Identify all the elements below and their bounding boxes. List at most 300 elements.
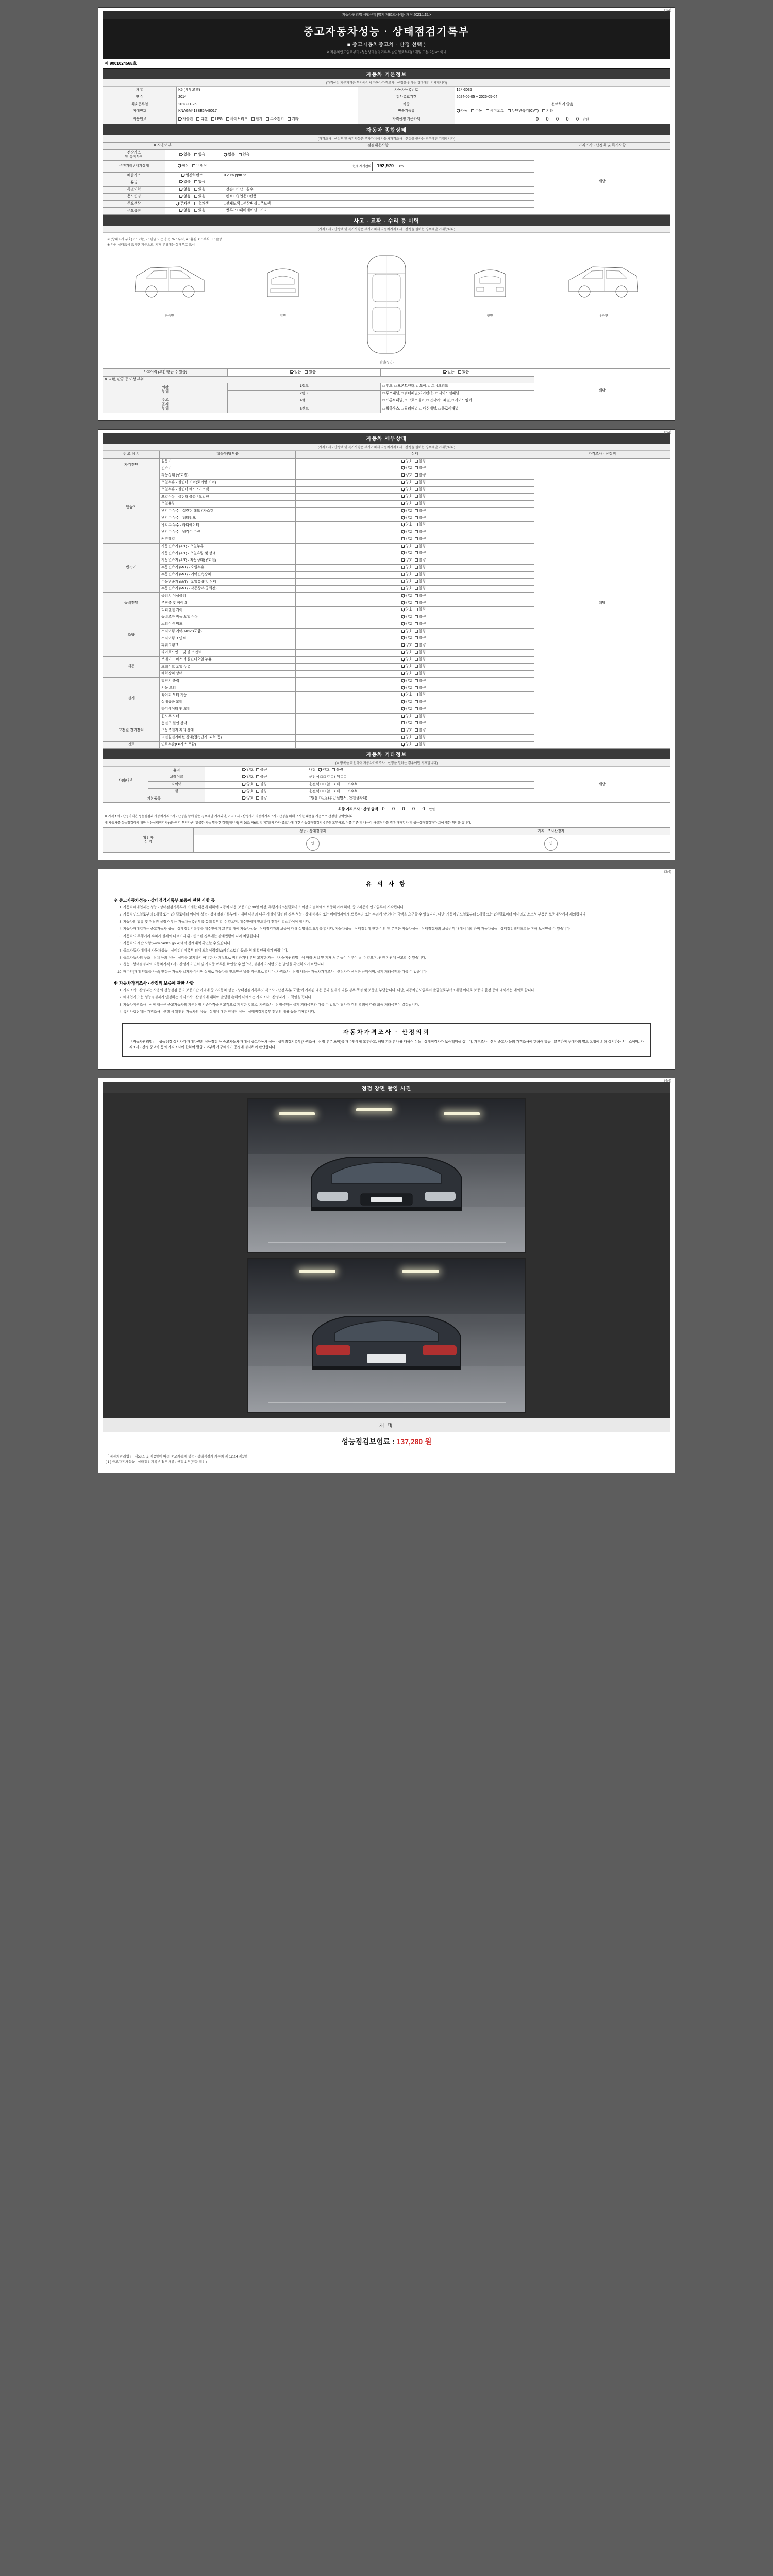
checkbox-icon[interactable]: [401, 715, 405, 718]
option-bad[interactable]: 불량: [415, 495, 426, 499]
option-bad[interactable]: 불량: [415, 728, 426, 733]
car-front-photo-icon: [299, 1144, 474, 1216]
checkbox-icon[interactable]: [401, 460, 405, 463]
option-good[interactable]: 양호: [401, 523, 413, 528]
option-tuning-exist[interactable]: 있음: [194, 180, 206, 185]
checkbox-icon[interactable]: [266, 117, 269, 121]
option-bad[interactable]: 불량: [415, 630, 426, 634]
checkbox-icon[interactable]: [251, 117, 255, 121]
notice-item: 2. 매매업자 또는 성능점검자가 인정하는 가격조사 · 산정자에 대하여 발생한 손해에 대해서는 가격조사 · 산정자가 그 책임을 집니다.: [123, 995, 661, 1001]
checkbox-icon[interactable]: [242, 783, 245, 786]
checkbox-icon[interactable]: [401, 686, 405, 689]
option-fuel-lpg[interactable]: LPG: [211, 117, 223, 122]
checkbox-icon[interactable]: [178, 117, 181, 121]
checkbox-icon[interactable]: [256, 783, 259, 786]
option-good[interactable]: 양호: [242, 783, 254, 787]
checkbox-icon[interactable]: [401, 672, 405, 675]
option-fuel-etc[interactable]: 기타: [288, 117, 299, 122]
option-good[interactable]: 양호: [401, 700, 413, 705]
option-bad[interactable]: 불량: [415, 594, 426, 599]
option-good[interactable]: 양호: [401, 743, 413, 748]
item-label: 수동변속기 (M/T) - 오일유량 및 상태: [160, 579, 296, 586]
checkbox-icon[interactable]: [194, 195, 197, 198]
signature-stamp-1[interactable]: [194, 835, 432, 853]
checkbox-icon[interactable]: [415, 601, 418, 604]
option-fuel-diesel[interactable]: 디젤: [196, 117, 208, 122]
checkbox-icon[interactable]: [401, 630, 405, 633]
item-label: 실내송풍 모터: [160, 699, 296, 706]
option-good[interactable]: 양호: [401, 551, 413, 556]
option-bad[interactable]: 불량: [415, 558, 426, 563]
option-bad[interactable]: 불량: [415, 460, 426, 464]
checkbox-icon[interactable]: [178, 164, 181, 167]
option-bad[interactable]: 불량: [415, 516, 426, 521]
checkbox-icon[interactable]: [415, 679, 418, 682]
option-none-2[interactable]: 없음: [224, 153, 235, 158]
checkbox-icon[interactable]: [401, 545, 405, 548]
item-label: 스티어링 펌프: [160, 621, 296, 628]
checkbox-icon[interactable]: [401, 481, 405, 484]
option-bad[interactable]: 불량: [415, 700, 426, 705]
item-label: 충전구 절연 상태: [160, 720, 296, 727]
checkbox-icon[interactable]: [415, 651, 418, 654]
option-fuel-gasoline[interactable]: 가솔린: [178, 117, 193, 122]
checkbox-icon[interactable]: [194, 180, 197, 183]
checkbox-icon[interactable]: [415, 473, 418, 477]
checkbox-icon[interactable]: [242, 796, 245, 800]
checkbox-icon[interactable]: [332, 768, 335, 771]
left-side-view-icon: [131, 250, 208, 312]
option-fuel-hydrogen[interactable]: 수소전기: [266, 117, 284, 122]
checkbox-icon[interactable]: [415, 715, 418, 718]
option-special-none[interactable]: 없음: [179, 188, 191, 192]
option-transmission-manual[interactable]: 수동: [471, 109, 482, 114]
option-good[interactable]: 양호: [401, 566, 413, 570]
checkbox-icon[interactable]: [401, 466, 405, 469]
option-opt-none[interactable]: 없음: [179, 209, 191, 213]
checkbox-icon[interactable]: [242, 768, 245, 771]
checkbox-icon[interactable]: [415, 481, 418, 484]
checkbox-icon[interactable]: [401, 587, 405, 590]
checkbox-icon[interactable]: [401, 736, 405, 739]
checkbox-icon[interactable]: [401, 594, 405, 597]
state-cell: [296, 458, 534, 465]
state-cell: [296, 699, 534, 706]
option-good[interactable]: 양호: [401, 679, 413, 684]
state-cell: [296, 486, 534, 494]
checkbox-icon[interactable]: [401, 615, 405, 618]
checkbox-icon[interactable]: [256, 790, 259, 793]
option-bad[interactable]: 불량: [415, 721, 426, 726]
option-bad-2[interactable]: 불량: [332, 768, 343, 773]
option-bad[interactable]: 불량: [415, 672, 426, 676]
table-row: [103, 814, 670, 820]
option-bad[interactable]: 불량: [415, 566, 426, 570]
checkbox-icon[interactable]: [415, 700, 418, 703]
option-transmission-semi[interactable]: 세미오토: [486, 109, 504, 114]
checkbox-icon[interactable]: [192, 164, 195, 167]
checkbox-icon[interactable]: [288, 117, 291, 121]
option-bad[interactable]: 불량: [415, 679, 426, 684]
checkbox-icon[interactable]: [415, 523, 418, 526]
rank-1: 1랭크: [228, 383, 381, 390]
checkbox-icon[interactable]: [415, 516, 418, 519]
option-bad[interactable]: 불량: [415, 488, 426, 493]
checkbox-icon[interactable]: [415, 630, 418, 633]
checkbox-icon[interactable]: [401, 728, 405, 732]
option-fuel-hybrid[interactable]: 하이브리드: [226, 117, 248, 122]
option-color-chromatic[interactable]: 유채색: [194, 202, 209, 207]
option-bad[interactable]: 불량: [415, 466, 426, 471]
checkbox-icon[interactable]: [401, 643, 405, 647]
checkbox-icon[interactable]: [415, 558, 418, 562]
option-bad[interactable]: 불량: [415, 686, 426, 691]
checkbox-icon[interactable]: [194, 153, 197, 156]
checkbox-icon[interactable]: [401, 516, 405, 519]
checkbox-icon[interactable]: [176, 202, 179, 205]
state-cell: [296, 713, 534, 720]
checkbox-icon[interactable]: [457, 109, 460, 112]
option-good[interactable]: 양호: [401, 636, 413, 641]
option-bad[interactable]: 불량: [256, 783, 267, 787]
checkbox-icon[interactable]: [179, 209, 182, 212]
option-good[interactable]: 양호: [401, 573, 413, 578]
item-label: 오일누유 - 실린더 헤드 / 가스켓: [160, 486, 296, 494]
checkbox-icon[interactable]: [415, 636, 418, 639]
checkbox-icon[interactable]: [458, 370, 461, 374]
option-bad[interactable]: 불량: [415, 530, 426, 535]
option-bad[interactable]: 불량: [415, 693, 426, 698]
checkbox-icon[interactable]: [415, 537, 418, 540]
checkbox-icon[interactable]: [401, 573, 405, 576]
row-label-usage-change: 용도변경: [103, 193, 165, 200]
option-bad[interactable]: 불량: [256, 796, 267, 801]
checkbox-icon[interactable]: [401, 665, 405, 668]
option-good[interactable]: 양호: [401, 686, 413, 691]
checkbox-icon[interactable]: [401, 537, 405, 540]
row-label-color: 주요색상: [103, 200, 165, 208]
page-tag-3: (3/4): [664, 870, 671, 874]
checkbox-icon[interactable]: [401, 658, 405, 661]
checkbox-icon[interactable]: [179, 153, 182, 156]
checkbox-icon[interactable]: [401, 743, 405, 746]
checkbox-icon[interactable]: [401, 473, 405, 477]
option-transmission-etc[interactable]: 기타: [542, 109, 553, 114]
checkbox-icon[interactable]: [256, 768, 259, 771]
checkbox-icon[interactable]: [401, 509, 405, 512]
checkbox-icon[interactable]: [242, 790, 245, 793]
state-cell: [296, 621, 534, 628]
option-good[interactable]: 양호: [401, 622, 413, 627]
option-good[interactable]: 양호: [401, 488, 413, 493]
option-opt-exist[interactable]: 있음: [194, 209, 206, 213]
page-tag-4: (4/4): [664, 1079, 671, 1083]
checkbox-icon[interactable]: [401, 608, 405, 611]
option-bad[interactable]: 불량: [415, 643, 426, 648]
option-transmission-cvt[interactable]: 무단변속기(CVT): [508, 109, 539, 114]
option-good[interactable]: 양호: [401, 473, 413, 478]
row-inner-usage-change: [165, 193, 222, 200]
checkbox-icon[interactable]: [415, 721, 418, 724]
option-bad[interactable]: 불량: [415, 551, 426, 556]
option-bad[interactable]: 불량: [256, 775, 267, 780]
option-bad[interactable]: 불량: [415, 658, 426, 663]
others-note-cell: 해당: [534, 767, 670, 803]
checkbox-icon[interactable]: [415, 587, 418, 590]
option-good[interactable]: 양호: [401, 608, 413, 613]
checkbox-icon[interactable]: [401, 523, 405, 526]
checkbox-icon[interactable]: [401, 601, 405, 604]
option-bad[interactable]: 불량: [415, 608, 426, 613]
table-row: [103, 108, 670, 115]
option-good[interactable]: 양호: [401, 707, 413, 712]
option-bad[interactable]: 불량: [415, 651, 426, 655]
checkbox-icon[interactable]: [401, 651, 405, 654]
option-bad[interactable]: 불량: [415, 665, 426, 669]
checkbox-icon[interactable]: [415, 573, 418, 576]
checkbox-icon[interactable]: [415, 693, 418, 696]
checkbox-icon[interactable]: [401, 721, 405, 724]
checkbox-icon[interactable]: [196, 117, 199, 121]
checkbox-icon[interactable]: [194, 202, 197, 205]
option-good[interactable]: 양호: [401, 516, 413, 521]
checkbox-icon[interactable]: [415, 509, 418, 512]
option-bad[interactable]: 불량: [256, 768, 267, 773]
option-none[interactable]: 없음: [179, 153, 191, 158]
option-good[interactable]: 양호: [242, 768, 254, 773]
checkbox-icon[interactable]: [415, 736, 418, 739]
option-usage-none[interactable]: 없음: [179, 195, 191, 199]
option-good[interactable]: 양호: [401, 615, 413, 620]
option-good[interactable]: 양호: [401, 509, 413, 514]
checkbox-icon[interactable]: [401, 488, 405, 491]
checkbox-icon[interactable]: [401, 636, 405, 639]
checkbox-icon[interactable]: [415, 495, 418, 498]
option-good[interactable]: 양호: [401, 502, 413, 506]
option-special-exist[interactable]: 있음: [194, 188, 206, 192]
option-good[interactable]: 양호: [401, 665, 413, 669]
option-bad[interactable]: 불량: [256, 790, 267, 794]
option-bad[interactable]: 불량: [415, 743, 426, 748]
checkbox-icon[interactable]: [401, 495, 405, 498]
checkbox-icon[interactable]: [415, 615, 418, 618]
checkbox-icon[interactable]: [401, 530, 405, 533]
checkbox-icon[interactable]: [415, 580, 418, 583]
checkbox-icon[interactable]: [242, 775, 245, 778]
checkbox-icon[interactable]: [256, 775, 259, 778]
checkbox-icon[interactable]: [415, 460, 418, 463]
checkbox-icon[interactable]: [415, 502, 418, 505]
option-good[interactable]: 양호: [401, 537, 413, 542]
checkbox-icon[interactable]: [415, 707, 418, 710]
option-good[interactable]: 양호: [401, 587, 413, 591]
checkbox-icon[interactable]: [179, 195, 182, 198]
checkbox-icon[interactable]: [401, 580, 405, 583]
option-good[interactable]: 양호: [401, 630, 413, 634]
notice-item: 1. 가격조사 · 산정자는 사용의 성능점검 등의 보증기간 이내에 중고자동차 성능 · 상태점검기록부(가격조사 · 산정 부분 포함)에 기재된 내용 등과 실제가 다른 경우 책임 및 보증을 부담합니다. 다만, 자동차인도일부터 발급일로부터 1개월 이내로 보증의 한정 등에 대해서는 예외로 합니다.: [123, 988, 661, 994]
option-bad[interactable]: 불량: [415, 537, 426, 542]
option-good[interactable]: 양호: [401, 736, 413, 740]
option-bad[interactable]: 불량: [415, 587, 426, 591]
option-good[interactable]: 양호: [401, 466, 413, 471]
option-bad[interactable]: 불량: [415, 573, 426, 578]
checkbox-icon[interactable]: [211, 117, 214, 121]
option-co[interactable]: 일산화탄소: [181, 174, 203, 178]
checkbox-icon[interactable]: [508, 109, 511, 112]
option-bad[interactable]: 불량: [415, 523, 426, 528]
option-good-2[interactable]: 양호: [318, 768, 330, 773]
state-cell: [296, 628, 534, 635]
final-assessment-title: 최종 가격조사 · 산정 금액: [338, 808, 378, 812]
option-good[interactable]: 양호: [242, 775, 254, 780]
option-good[interactable]: 양호: [401, 481, 413, 485]
option-fuel-electric[interactable]: 전기: [251, 117, 263, 122]
option-good[interactable]: 양호: [401, 672, 413, 676]
option-bad[interactable]: 불량: [415, 502, 426, 506]
checkbox-icon[interactable]: [401, 707, 405, 710]
option-bad[interactable]: 불량: [415, 707, 426, 712]
group-electric: 전기: [103, 677, 160, 720]
checkbox-icon[interactable]: [415, 622, 418, 625]
option-transmission-auto[interactable]: 자동: [457, 109, 468, 114]
option-good[interactable]: 양호: [401, 728, 413, 733]
checkbox-icon[interactable]: [224, 153, 227, 156]
checkbox-icon[interactable]: [401, 622, 405, 625]
option-good[interactable]: 양호: [401, 495, 413, 499]
row-detail-usage-change: □렌트 □영업용 □관용: [222, 193, 534, 200]
option-bad[interactable]: 불량: [415, 636, 426, 641]
checkbox-icon[interactable]: [443, 370, 446, 374]
option-good[interactable]: 양호: [401, 715, 413, 719]
state-cell: [296, 642, 534, 650]
checkbox-icon[interactable]: [290, 370, 293, 374]
checkbox-icon[interactable]: [194, 209, 197, 212]
section-others-note: (※ 항목을 확인하여 자동차가격조사 · 산정을 원하는 경우에만 기재합니다): [103, 759, 670, 767]
checkbox-icon[interactable]: [256, 796, 259, 800]
checkbox-icon[interactable]: [401, 558, 405, 562]
option-acc-exist[interactable]: 있음: [305, 370, 316, 375]
checkbox-icon[interactable]: [486, 109, 489, 112]
item-label: 와이퍼 모터 기능: [160, 692, 296, 699]
checkbox-icon[interactable]: [415, 608, 418, 611]
checkbox-icon[interactable]: [471, 109, 474, 112]
item-label: 배력장치 상태: [160, 671, 296, 678]
option-bad[interactable]: 불량: [415, 481, 426, 485]
option-good[interactable]: 양호: [401, 580, 413, 584]
checkbox-icon[interactable]: [415, 530, 418, 533]
checkbox-icon[interactable]: [318, 768, 322, 771]
option-bad[interactable]: 불량: [415, 622, 426, 627]
option-good[interactable]: 양호: [401, 558, 413, 563]
checkbox-icon[interactable]: [239, 153, 242, 156]
option-good[interactable]: 양호: [401, 721, 413, 726]
state-cell: [296, 579, 534, 586]
option-good[interactable]: 양호: [401, 693, 413, 698]
footer-line-2: [ 1 ] 중고자동차성능 · 상태점검기록부 첨부서류 : 산정 1 부(전문 확인): [106, 1460, 207, 1464]
option-bad[interactable]: 불량: [415, 615, 426, 620]
checkbox-icon[interactable]: [401, 693, 405, 696]
option-good[interactable]: 양호: [401, 594, 413, 599]
option-bad[interactable]: 불량: [415, 736, 426, 740]
option-bad[interactable]: 불량: [415, 509, 426, 514]
checkbox-icon[interactable]: [401, 502, 405, 505]
checkbox-icon[interactable]: [415, 743, 418, 746]
checkbox-icon[interactable]: [194, 188, 197, 191]
option-good[interactable]: 양호: [242, 790, 254, 794]
checkbox-icon[interactable]: [179, 180, 182, 183]
option-rep-none[interactable]: 없음: [443, 370, 455, 375]
option-good[interactable]: 양호: [401, 658, 413, 663]
option-good[interactable]: 양호: [401, 651, 413, 655]
checkbox-icon[interactable]: [226, 117, 229, 121]
state-cell: [296, 472, 534, 480]
option-good[interactable]: 양호: [401, 460, 413, 464]
checkbox-icon[interactable]: [415, 566, 418, 569]
row-label-wheel: 휠: [148, 788, 205, 795]
checkbox-icon[interactable]: [401, 551, 405, 554]
checkbox-icon[interactable]: [401, 566, 405, 569]
option-bad[interactable]: 불량: [415, 715, 426, 719]
option-tuning-none[interactable]: 없음: [179, 180, 191, 185]
checkbox-icon[interactable]: [415, 665, 418, 668]
figure-caption-top: 윗면(평면): [379, 361, 394, 365]
notice-item: 1. 자동차매매업자는 성능 · 상태점검기록부에 기재한 내용에 대하여 자동차 내용 보증기간 30일 이상, 주행거리 2천킬로미터 이상의 범위에서 보증하여야 하며, 중고자동차 인도일부터 시작됩니다.: [123, 905, 661, 911]
checkbox-icon[interactable]: [415, 686, 418, 689]
signature-stamp-2[interactable]: [432, 835, 670, 853]
section-overall-note: (가격조사 · 산정액 및 특기사항은 부가가치세 자동차가격조사 · 산정을 원하는 경우에만 기재합니다): [103, 135, 670, 142]
option-good[interactable]: 양호: [401, 545, 413, 549]
option-mileage-normal[interactable]: 정상: [178, 164, 189, 169]
checkbox-icon[interactable]: [415, 672, 418, 675]
option-bad[interactable]: 불량: [415, 473, 426, 478]
notice-item: 2. 자동차인도일로부터 1개월 또는 2천킬로미터 이내에 성능 · 상태점검기록부에 기재된 내용과 다른 사실이 발견된 경우 성능 · 상태점검자 또는 매매업자에게 보증수리 또는 수리에 상당하는 금액을 요구할 수 있습니다. 다만, 자동차인도일로부터 1개월 또는 2천킬로미터 이내라도 소모성 부품은 보증대상에서 제외됩니다.: [123, 912, 661, 918]
option-bad[interactable]: 불량: [415, 580, 426, 584]
checkbox-icon[interactable]: [415, 643, 418, 647]
damage-diagram: [103, 233, 670, 369]
option-good[interactable]: 양호: [242, 796, 254, 801]
checkbox-icon[interactable]: [415, 488, 418, 491]
notice-item: 3. 자동차가격조사 · 산정 내용은 중고자동차의 가격산정 기준가격을 참고적으로 제시한 것으로, 가격조사 · 산정금액은 실제 거래금액과 다를 수 있으며 당사자 간의 합의에 따라 최종 거래금액이 결정됩니다.: [123, 1003, 661, 1008]
checkbox-icon[interactable]: [415, 545, 418, 548]
checkbox-icon[interactable]: [179, 188, 182, 191]
option-color-achromatic[interactable]: 무채색: [176, 202, 190, 207]
option-exist-2[interactable]: 있음: [239, 153, 250, 158]
option-good[interactable]: 양호: [401, 643, 413, 648]
option-acc-none[interactable]: 없음: [290, 370, 301, 375]
checkbox-icon[interactable]: [401, 700, 405, 703]
checkbox-icon[interactable]: [181, 174, 184, 177]
checkbox-icon[interactable]: [542, 109, 545, 112]
option-good[interactable]: 양호: [401, 530, 413, 535]
checkbox-icon[interactable]: [415, 728, 418, 732]
option-exist[interactable]: 있음: [194, 153, 206, 158]
option-mileage-abnormal[interactable]: 비정상: [192, 164, 207, 169]
section-others-title: 자동차 기타정보: [103, 749, 670, 759]
option-good[interactable]: 양호: [401, 601, 413, 606]
section-detail-title: 자동차 세부상태: [103, 433, 670, 444]
option-bad[interactable]: 불량: [415, 545, 426, 549]
checkbox-icon[interactable]: [415, 466, 418, 469]
checkbox-icon[interactable]: [401, 679, 405, 682]
option-bad[interactable]: 불량: [415, 601, 426, 606]
checkbox-icon[interactable]: [415, 658, 418, 661]
option-usage-exist[interactable]: 있음: [194, 195, 206, 199]
checkbox-icon[interactable]: [415, 551, 418, 554]
state-cell: [296, 741, 534, 749]
checkbox-icon[interactable]: [305, 370, 308, 374]
option-rep-exist[interactable]: 있음: [458, 370, 469, 375]
checkbox-icon[interactable]: [415, 594, 418, 597]
